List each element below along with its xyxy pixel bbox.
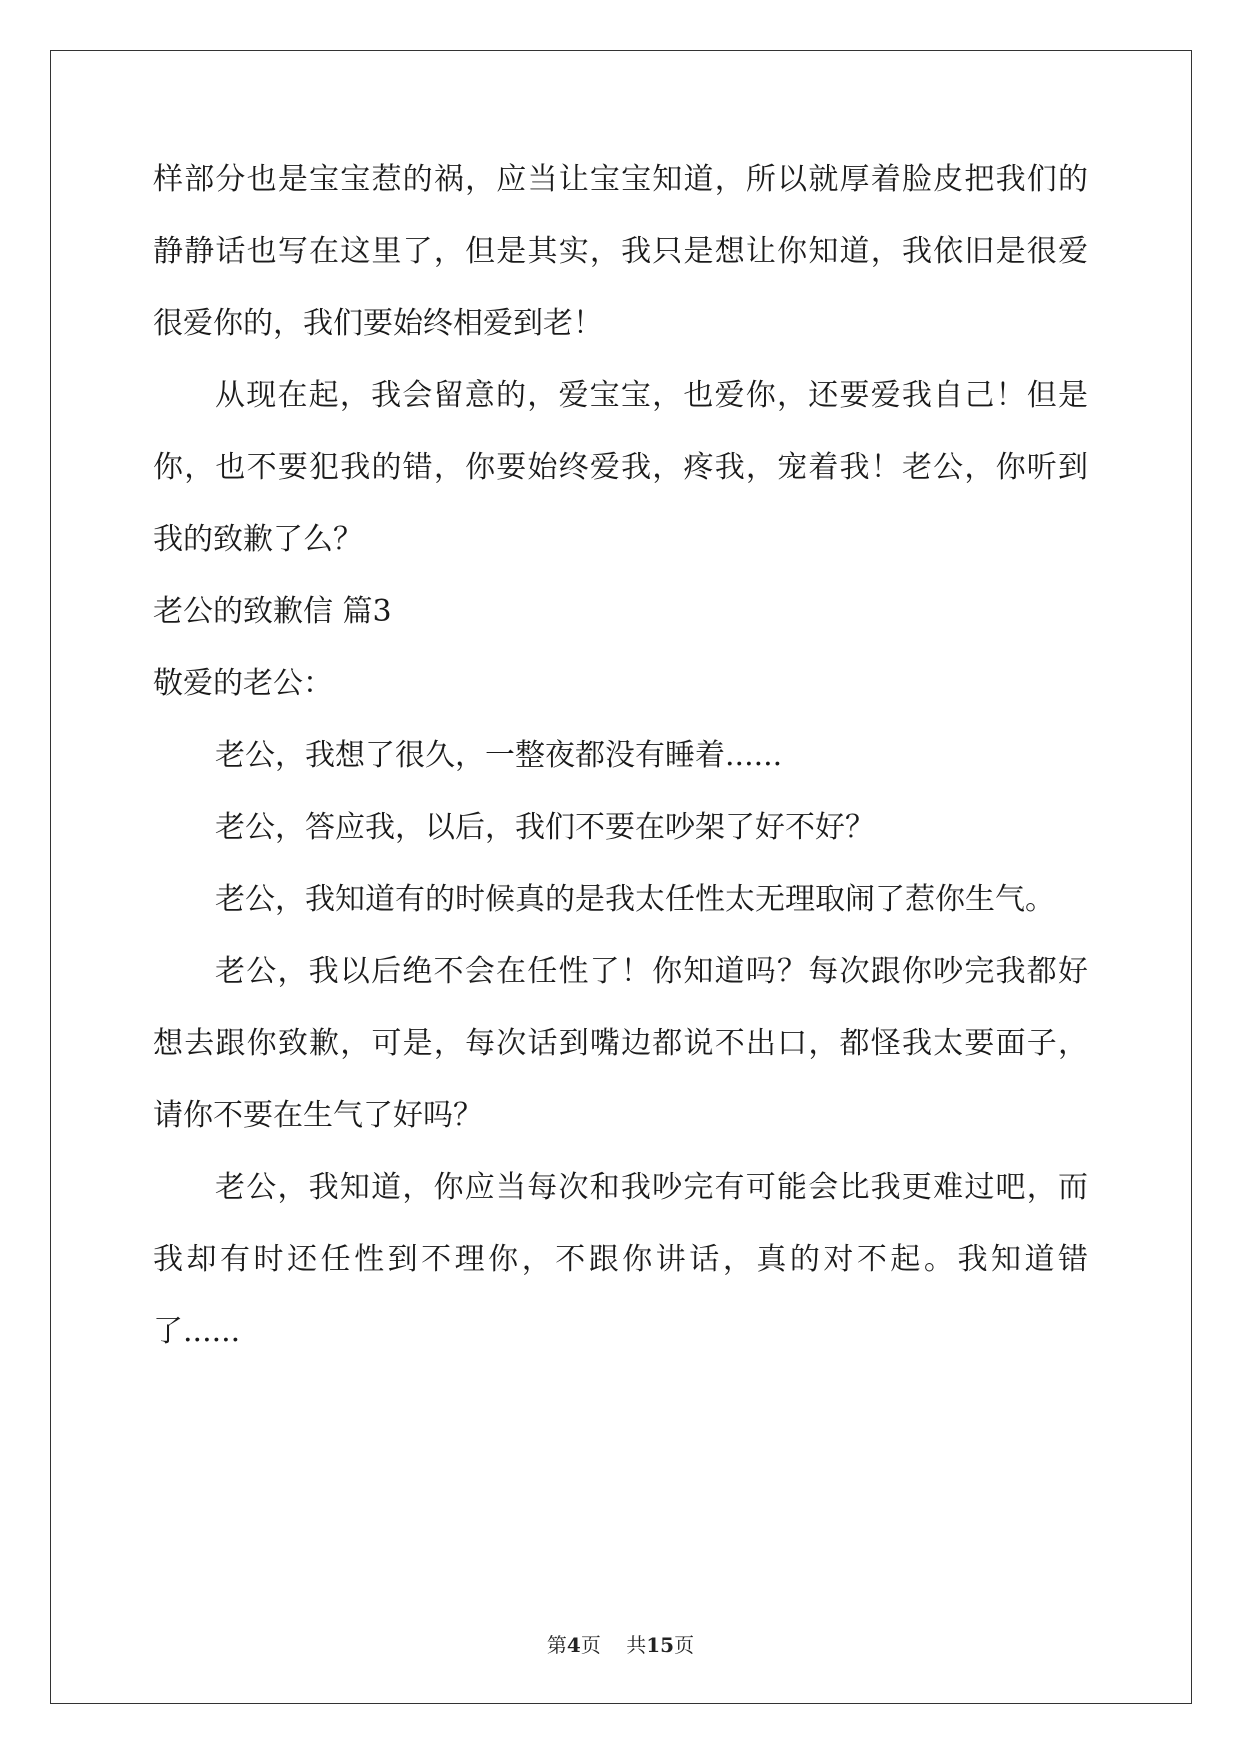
total-pages-number: 15	[646, 1633, 675, 1657]
salutation: 敬爱的老公：	[153, 666, 333, 701]
footer-prefix: 第	[546, 1633, 567, 1657]
text-line: 我的致歉了么？	[153, 522, 363, 557]
page-footer	[0, 1632, 1241, 1658]
text-line: 很爱你的，我们要始终相爱到老！	[153, 306, 603, 341]
text-line: 老公，答应我，以后，我们不要在吵架了好不好？	[215, 810, 875, 845]
text-line: 你，也不要犯我的错，你要始终爱我，疼我，宠着我！老公，你听到	[153, 450, 1088, 485]
text-line: 样部分也是宝宝惹的祸，应当让宝宝知道，所以就厚着脸皮把我们的	[153, 162, 1088, 197]
text-line: 了......	[153, 1314, 241, 1349]
text-line: 老公，我以后绝不会在任性了！你知道吗？每次跟你吵完我都好	[215, 954, 1088, 989]
page-border	[50, 50, 1192, 1704]
text-line: 老公，我知道有的时候真的是我太任性太无理取闹了惹你生气。	[215, 882, 1055, 917]
text-line: 从现在起，我会留意的，爱宝宝，也爱你，还要爱我自己！但是	[215, 378, 1088, 413]
text-line: 请你不要在生气了好吗？	[153, 1098, 483, 1133]
current-page-number: 4	[566, 1633, 581, 1657]
text-line: 静静话也写在这里了，但是其实，我只是想让你知道，我依旧是很爱	[153, 234, 1088, 269]
section-heading: 老公的致歉信 篇3	[153, 594, 392, 629]
text-line: 老公，我知道，你应当每次和我吵完有可能会比我更难过吧，而	[215, 1170, 1088, 1205]
footer-suffix: 页	[674, 1633, 695, 1657]
footer-middle: 页 共	[580, 1633, 647, 1657]
text-line: 想去跟你致歉，可是，每次话到嘴边都说不出口，都怪我太要面子，	[153, 1026, 1088, 1061]
text-line: 老公，我想了很久，一整夜都没有睡着......	[215, 738, 783, 773]
text-line: 我却有时还任性到不理你，不跟你讲话，真的对不起。我知道错	[153, 1242, 1088, 1277]
